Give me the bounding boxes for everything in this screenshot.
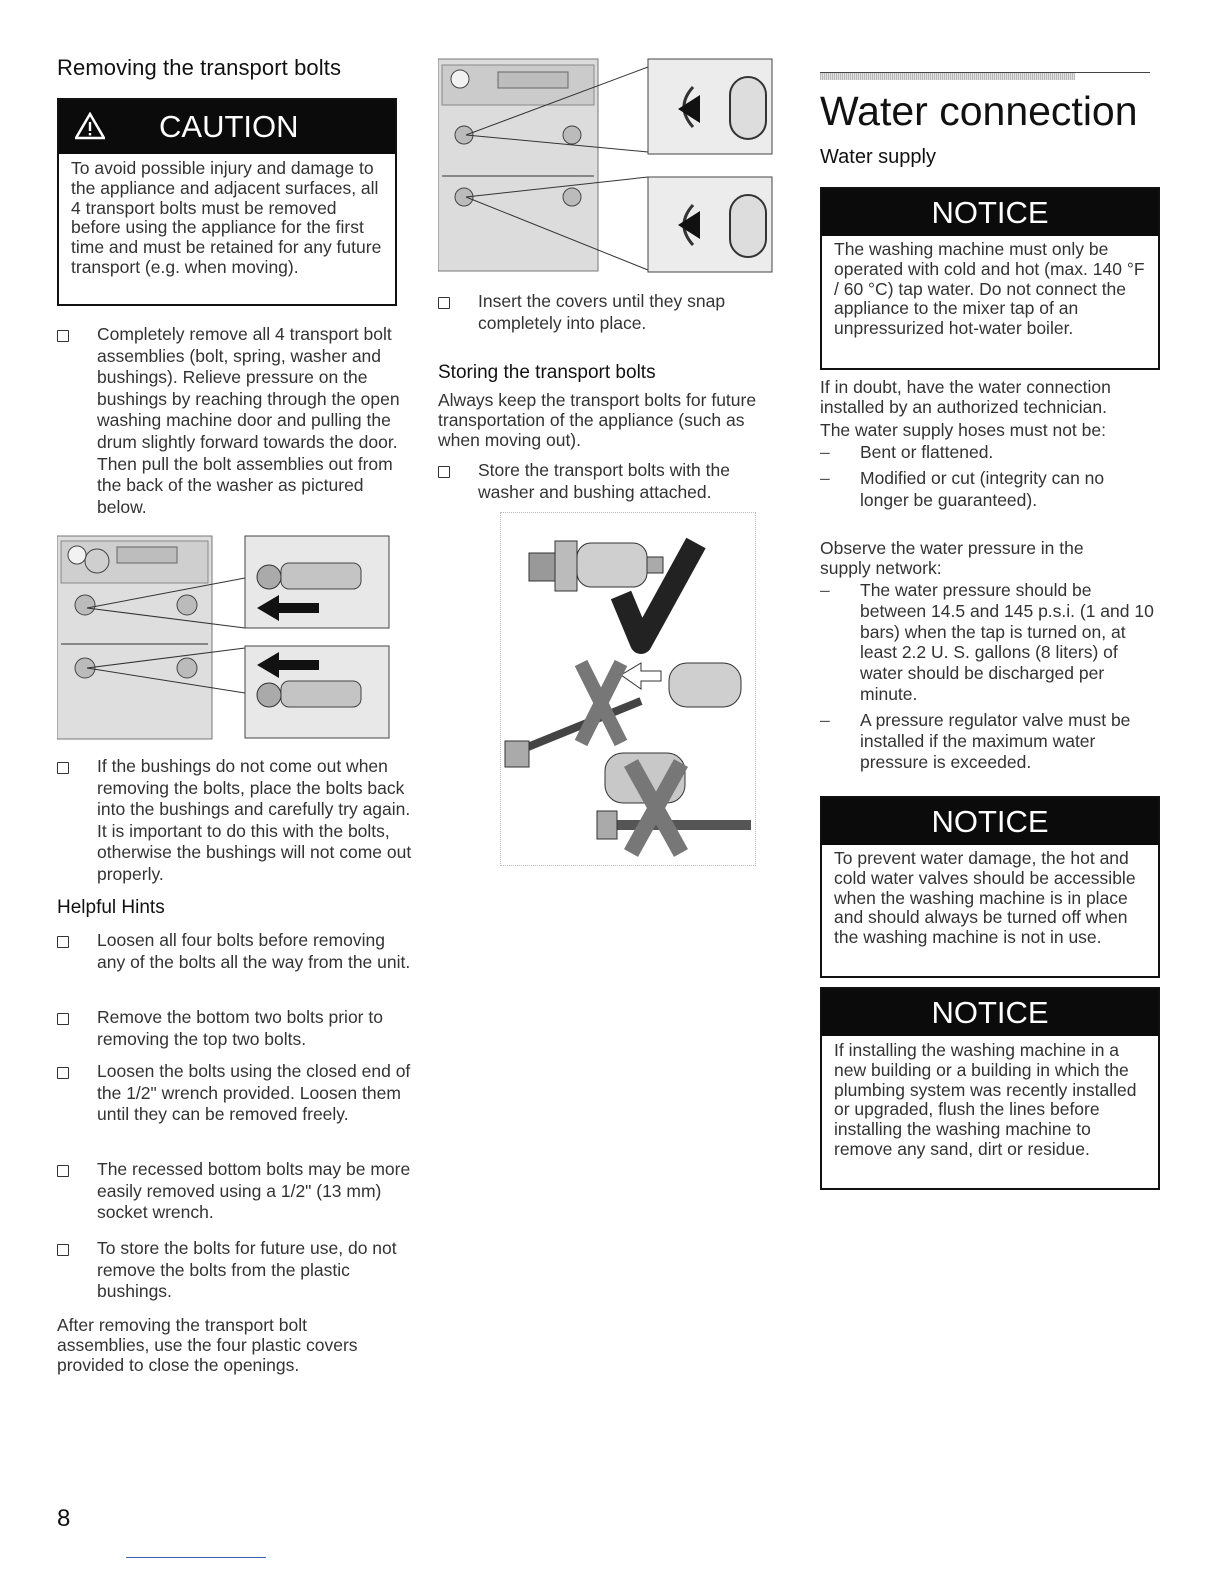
checkbox-icon	[57, 1067, 69, 1079]
hoses-item	[820, 442, 1160, 464]
dash-marker: –	[820, 442, 830, 462]
checkbox-icon	[57, 330, 69, 342]
hint-item	[57, 1159, 412, 1224]
notice-water-text: The washing machine must only be operated with cold and hot (max. 140 °F / 60 °C) tap water. Do not connect the appliance to the mixer tap of an unpressurized hot-water boiler.	[834, 239, 1145, 339]
step-remove-bolts-text: Completely remove all 4 transport bolt assemblies (bolt, spring, washer and bushings). Relieve pressure on the bushings by reaching through the open washing machine door and pulling the drum slightly forward towards the door. Then pull the bolt assemblies out from the back of the washer as pictured below.	[97, 324, 400, 517]
hoses-item	[820, 468, 1120, 511]
hint-item	[57, 1061, 412, 1126]
hint-text: Loosen the bolts using the closed end of the 1/2" wrench provided. Loosen them until they can be removed freely.	[97, 1061, 411, 1125]
step-bushings-text: If the bushings do not come out when removing the bolts, place the bolts back into the bushings and carefully try again. It is important to do this with the bolts, otherwise the bushings will not come out properly.	[97, 756, 412, 884]
hint-text: Remove the bottom two bolts prior to removing the top two bolts.	[97, 1007, 383, 1049]
hint-item	[57, 930, 412, 973]
storing-text: Always keep the transport bolts for future transportation of the appliance (such as when moving out).	[438, 390, 757, 450]
page-number: 8	[57, 1505, 71, 1532]
step-bushings	[57, 756, 412, 886]
hoses-item-text: Modified or cut (integrity can no longer be guaranteed).	[860, 468, 1105, 510]
water-connection-title: Water connection	[820, 88, 1138, 134]
notice-box-water	[820, 187, 1160, 370]
dash-marker: –	[820, 580, 830, 600]
footer-rule	[126, 1557, 266, 1558]
step-store-bolts	[438, 460, 768, 503]
notice-banner: NOTICE	[822, 798, 1158, 845]
helpful-hints-heading: Helpful Hints	[57, 897, 165, 918]
water-supply-subtitle: Water supply	[820, 146, 936, 168]
hoses-intro: The water supply hoses must not be:	[820, 420, 1106, 440]
warning-icon	[75, 112, 105, 140]
doubt-text: If in doubt, have the water connection installed by an authorized technician.	[820, 377, 1111, 417]
hint-item	[57, 1007, 412, 1050]
hoses-item-text: Bent or flattened.	[860, 442, 994, 462]
pressure-item-text: A pressure regulator valve must be installed if the maximum water pressure is exceeded.	[860, 710, 1131, 772]
dash-marker: –	[820, 468, 830, 488]
checkbox-icon	[57, 1165, 69, 1177]
notice-flush-text: If installing the washing machine in a new building or a building in which the plumbing system was recently installed or upgraded, flush the lines before installing the washing machine to remove any sand, dirt or residue.	[834, 1040, 1137, 1159]
checkbox-icon	[438, 466, 450, 478]
caution-banner	[59, 100, 395, 154]
pressure-item	[820, 580, 1156, 705]
hint-item	[57, 1238, 412, 1303]
caution-label: CAUTION	[159, 109, 299, 144]
step-store-bolts-text: Store the transport bolts with the washer and bushing attached.	[478, 460, 730, 502]
caution-box	[57, 98, 397, 306]
pressure-item-text: The water pressure should be between 14.5 and 145 p.s.i. (1 and 10 bars) when the tap is turned on, at least 2.2 U. S. gallons (8 liters) of water should be discharged per minute.	[860, 580, 1154, 704]
figure-remove-bolts	[57, 533, 392, 743]
notice-banner: NOTICE	[822, 189, 1158, 236]
hint-text: The recessed bottom bolts may be more easily removed using a 1/2" (13 mm) socket wrench.	[97, 1159, 411, 1223]
dash-marker: –	[820, 710, 830, 730]
checkbox-icon	[438, 297, 450, 309]
heading-rule-band	[820, 73, 1075, 80]
notice-box-valves	[820, 796, 1160, 978]
hint-text: To store the bolts for future use, do not remove the bolts from the plastic bushings.	[97, 1238, 397, 1302]
checkbox-icon	[57, 936, 69, 948]
caution-text: To avoid possible injury and damage to the appliance and adjacent surfaces, all 4 transport bolts must be removed before using the appliance for the first time and must be retained for any future transport (e.g. when moving).	[71, 158, 382, 277]
step-insert-covers	[438, 291, 768, 334]
checkbox-icon	[57, 762, 69, 774]
pressure-intro: Observe the water pressure in the supply network:	[820, 538, 1084, 578]
section-heading-transport-bolts: Removing the transport bolts	[57, 55, 342, 80]
figure-covers	[438, 57, 774, 275]
checkbox-icon	[57, 1013, 69, 1025]
checkbox-icon	[57, 1244, 69, 1256]
step-remove-bolts	[57, 324, 412, 518]
step-insert-covers-text: Insert the covers until they snap completely into place.	[478, 291, 726, 333]
notice-box-flush	[820, 987, 1160, 1190]
notice-valves-text: To prevent water damage, the hot and cold water valves should be accessible when the washing machine is in place and should always be turned off when the washing machine is not in use.	[834, 848, 1136, 948]
figure-storing-bolts	[500, 512, 756, 866]
storing-heading: Storing the transport bolts	[438, 362, 656, 383]
pressure-item	[820, 710, 1156, 772]
hint-text: Loosen all four bolts before removing any of the bolts all the way from the unit.	[97, 930, 411, 972]
after-removal-text: After removing the transport bolt assemblies, use the four plastic covers provided to close the openings.	[57, 1315, 358, 1375]
notice-banner: NOTICE	[822, 989, 1158, 1036]
